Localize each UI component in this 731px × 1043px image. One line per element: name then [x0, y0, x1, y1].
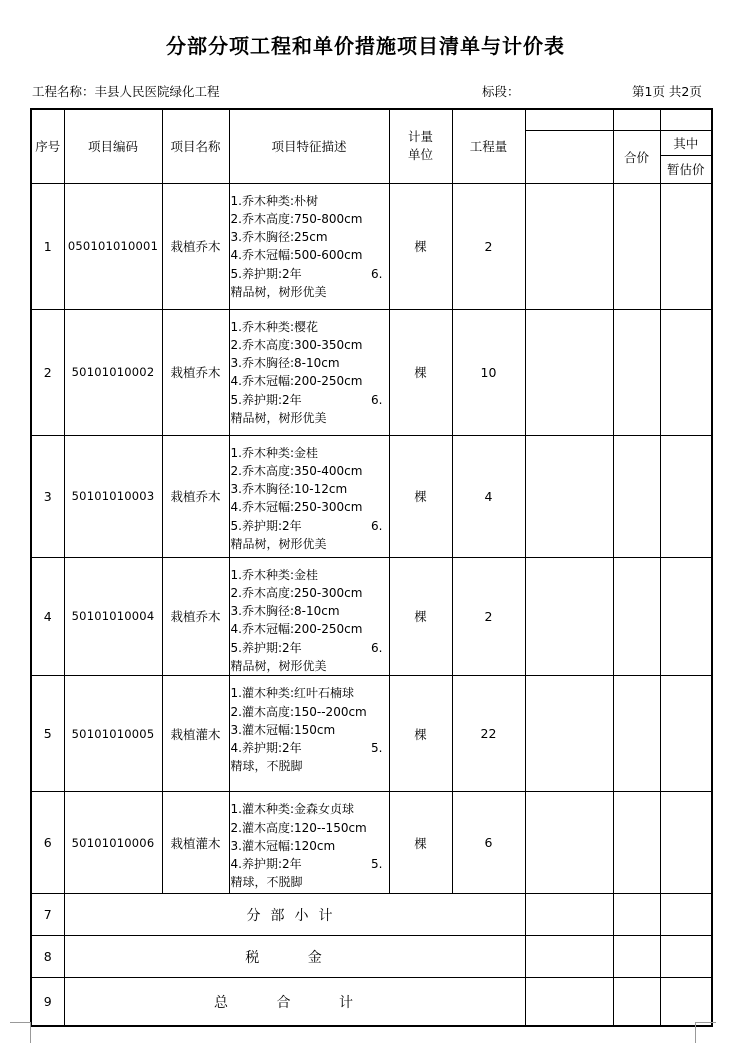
- description-line: 4.乔木冠幅:250-300cm: [230, 500, 363, 515]
- row-code: 050101010001: [64, 183, 162, 309]
- row-unit-price: [525, 309, 613, 435]
- row-seq: 5: [31, 676, 64, 792]
- summary-row: [31, 978, 712, 1026]
- row-description: [229, 309, 389, 435]
- row-unit-price: [525, 792, 613, 894]
- header-seq: 序号: [31, 109, 64, 183]
- header-row: [31, 109, 712, 130]
- row-unit: 棵: [389, 435, 452, 557]
- description-line: 2.乔木高度:750-800cm: [230, 211, 363, 226]
- bill-of-quantities-table: [30, 108, 713, 1027]
- description-line: 4.乔木冠幅:200-250cm: [230, 374, 363, 389]
- row-description: [229, 676, 389, 792]
- row-total: [613, 676, 660, 792]
- row-code: 50101010002: [64, 309, 162, 435]
- row-seq: 6: [31, 792, 64, 894]
- row-provisional: [660, 557, 712, 676]
- description-line: 1.灌木种类:金森女贞球: [230, 802, 354, 817]
- description-line: 2.灌木高度:120--150cm: [230, 820, 367, 835]
- header-qty: 工程量: [452, 109, 525, 183]
- summary-unit-price: [525, 936, 613, 978]
- row-description: [229, 792, 389, 894]
- summary-provisional: [660, 978, 712, 1026]
- row-quantity: 2: [452, 183, 525, 309]
- header-of-which: 其中: [660, 130, 712, 155]
- header-amount-blank: [525, 130, 613, 183]
- description-line: 2.乔木高度:300-350cm: [230, 337, 363, 352]
- description-line-group: [231, 855, 389, 873]
- header-desc: 项目特征描述: [229, 109, 389, 183]
- row-name: 栽植乔木: [162, 183, 229, 309]
- page-title: 分部分项工程和单价措施项目清单与计价表: [166, 34, 565, 58]
- description-line: 3.乔木胸径:8-10cm: [230, 356, 340, 371]
- row-seq: 4: [31, 557, 64, 676]
- summary-unit-price: [525, 894, 613, 936]
- row-provisional: [660, 792, 712, 894]
- description-line: 4.乔木冠幅:200-250cm: [230, 622, 363, 637]
- description-line: 精品树，树形优美: [230, 536, 327, 551]
- description-line: 2.灌木高度:150--200cm: [230, 704, 367, 719]
- row-code: 50101010006: [64, 792, 162, 894]
- row-provisional: [660, 183, 712, 309]
- row-unit: 棵: [389, 676, 452, 792]
- row-name: 栽植灌木: [162, 792, 229, 894]
- row-unit: 棵: [389, 557, 452, 676]
- description-line: 4.养护期:2年: [230, 741, 302, 756]
- description-line: 3.乔木胸径:10-12cm: [230, 482, 348, 497]
- row-unit-price: [525, 557, 613, 676]
- row-name: 栽植乔木: [162, 435, 229, 557]
- row-provisional: [660, 676, 712, 792]
- description-line: 4.乔木冠幅:500-600cm: [230, 248, 363, 263]
- row-quantity: 22: [452, 676, 525, 792]
- row-unit: 棵: [389, 183, 452, 309]
- row-quantity: 6: [452, 792, 525, 894]
- table-row: [31, 435, 712, 557]
- summary-row: [31, 894, 712, 936]
- summary-unit-price: [525, 978, 613, 1026]
- table-row: [31, 557, 712, 676]
- header-blank-2: [613, 109, 660, 130]
- header-blank-1: [525, 109, 613, 130]
- description-line: 6.: [371, 640, 383, 655]
- description-line-group: [231, 517, 389, 535]
- row-quantity: 10: [452, 309, 525, 435]
- row-code: 50101010005: [64, 676, 162, 792]
- page-number: 第1页 共2页: [632, 84, 702, 99]
- description-line: 5.养护期:2年: [230, 518, 302, 533]
- row-quantity: 4: [452, 435, 525, 557]
- header-total: 合价: [613, 130, 660, 183]
- description-line: 1.乔木种类:樱花: [230, 319, 318, 334]
- description-line: 3.灌木冠幅:150cm: [230, 722, 336, 737]
- row-unit: 棵: [389, 309, 452, 435]
- description-line: 2.乔木高度:250-300cm: [230, 585, 363, 600]
- summary-seq: 9: [31, 978, 64, 1026]
- description-line: 5.养护期:2年: [230, 640, 302, 655]
- row-unit-price: [525, 183, 613, 309]
- description-line: 1.乔木种类:金桂: [230, 445, 318, 460]
- header-unit-text: 计量单位: [407, 129, 433, 163]
- description-line: 6.: [371, 392, 383, 407]
- header-unit: [389, 109, 452, 183]
- section-label: 标段：: [482, 84, 520, 99]
- summary-total: [613, 894, 660, 936]
- row-description: [229, 557, 389, 676]
- row-total: [613, 557, 660, 676]
- row-name: 栽植乔木: [162, 557, 229, 676]
- row-quantity: 2: [452, 557, 525, 676]
- summary-row: [31, 936, 712, 978]
- summary-provisional: [660, 936, 712, 978]
- description-line: 2.乔木高度:350-400cm: [230, 463, 363, 478]
- row-unit-price: [525, 676, 613, 792]
- description-line: 1.乔木种类:朴树: [230, 193, 318, 208]
- summary-total: [613, 978, 660, 1026]
- summary-label: 总 合 计: [64, 978, 525, 1026]
- row-name: 栽植乔木: [162, 309, 229, 435]
- description-line: 3.灌木冠幅:120cm: [230, 838, 336, 853]
- header-provisional: 暂估价: [660, 155, 712, 183]
- description-line: 3.乔木胸径:8-10cm: [230, 604, 340, 619]
- description-line-group: [231, 639, 389, 657]
- summary-label: 分部小计: [64, 894, 525, 936]
- description-line: 1.乔木种类:金桂: [230, 567, 318, 582]
- row-seq: 2: [31, 309, 64, 435]
- header-code: 项目编码: [64, 109, 162, 183]
- description-line: 4.养护期:2年: [230, 857, 302, 872]
- table-row: [31, 183, 712, 309]
- description-line: 精球，不脱脚: [230, 759, 303, 774]
- table-row: [31, 676, 712, 792]
- row-total: [613, 183, 660, 309]
- row-seq: 3: [31, 435, 64, 557]
- row-description: [229, 183, 389, 309]
- description-line: 精品树，树形优美: [230, 284, 327, 299]
- description-line: 5.: [371, 857, 383, 872]
- row-total: [613, 435, 660, 557]
- description-line: 1.灌木种类:红叶石楠球: [230, 686, 354, 701]
- row-provisional: [660, 309, 712, 435]
- row-code: 50101010003: [64, 435, 162, 557]
- row-unit-price: [525, 435, 613, 557]
- crop-mark-right: [695, 1022, 716, 1043]
- description-line: 5.: [371, 741, 383, 756]
- description-line-group: [231, 739, 389, 757]
- description-line: 精品树，树形优美: [230, 410, 327, 425]
- summary-label: 税 金: [64, 936, 525, 978]
- row-total: [613, 792, 660, 894]
- row-description: [229, 435, 389, 557]
- description-line: 5.养护期:2年: [230, 266, 302, 281]
- description-line: 精品树，树形优美: [230, 658, 327, 673]
- description-line: 6.: [371, 518, 383, 533]
- row-total: [613, 309, 660, 435]
- crop-mark-left: [10, 1022, 31, 1043]
- row-code: 50101010004: [64, 557, 162, 676]
- summary-seq: 8: [31, 936, 64, 978]
- table-row: [31, 792, 712, 894]
- description-line: 5.养护期:2年: [230, 392, 302, 407]
- table-row: [31, 309, 712, 435]
- description-line: 精球，不脱脚: [230, 875, 303, 890]
- summary-total: [613, 936, 660, 978]
- description-line: 6.: [371, 266, 383, 281]
- description-line: 3.乔木胸径:25cm: [230, 230, 328, 245]
- summary-provisional: [660, 894, 712, 936]
- header-blank-3: [660, 109, 712, 130]
- summary-seq: 7: [31, 894, 64, 936]
- row-unit: 棵: [389, 792, 452, 894]
- row-name: 栽植灌木: [162, 676, 229, 792]
- row-seq: 1: [31, 183, 64, 309]
- row-provisional: [660, 435, 712, 557]
- description-line-group: [231, 265, 389, 283]
- description-line-group: [231, 391, 389, 409]
- project-name: 工程名称：丰县人民医院绿化工程: [32, 84, 220, 99]
- header-name: 项目名称: [162, 109, 229, 183]
